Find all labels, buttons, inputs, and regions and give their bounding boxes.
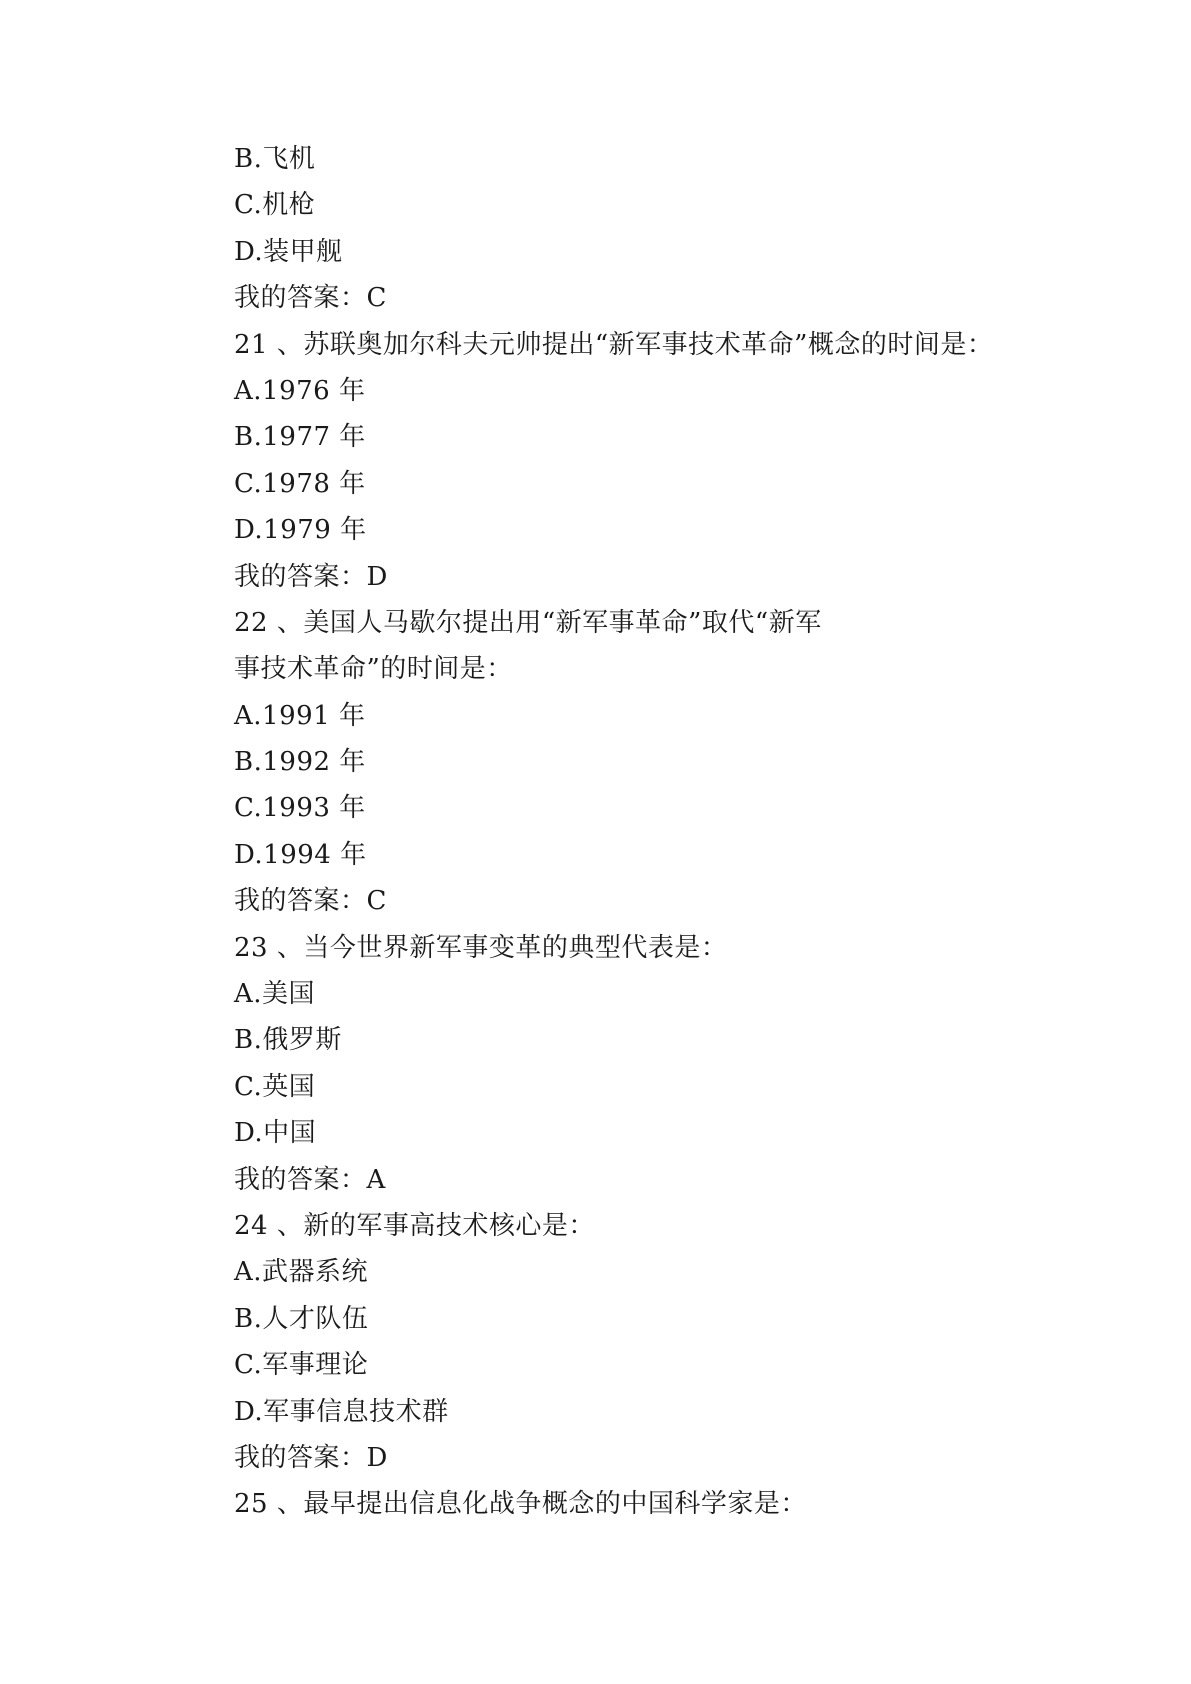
question-list bbox=[234, 136, 1094, 1528]
question-line: 22 、美国人马歇尔提出用“新军事革命”取代“新军 bbox=[234, 607, 822, 638]
option-line: D.中国 bbox=[234, 1118, 317, 1149]
answer-line: 我的答案：C bbox=[234, 283, 387, 314]
question-line: 21 、苏联奥加尔科夫元帅提出“新军事技术革命”概念的时间是： bbox=[234, 329, 994, 360]
option-line: C.1978 年 bbox=[234, 468, 366, 499]
question-line-continued: 事技术革命”的时间是： bbox=[234, 654, 513, 685]
option-line: B.飞机 bbox=[234, 144, 316, 174]
option-line: B.1977 年 bbox=[234, 422, 366, 453]
option-line: B.人才队伍 bbox=[234, 1303, 369, 1334]
option-line: C.机枪 bbox=[234, 190, 316, 221]
option-line: C.1993 年 bbox=[234, 793, 366, 824]
option-line: D.1994 年 bbox=[234, 839, 367, 870]
answer-line: 我的答案：D bbox=[234, 561, 388, 592]
option-line: D.1979 年 bbox=[234, 515, 367, 546]
option-line: A.美国 bbox=[234, 979, 316, 1010]
option-line: D.装甲舰 bbox=[234, 236, 343, 267]
answer-line: 我的答案：C bbox=[234, 886, 387, 917]
option-line: A.1991 年 bbox=[234, 700, 366, 731]
option-line: B.俄罗斯 bbox=[234, 1025, 342, 1056]
option-line: D.军事信息技术群 bbox=[234, 1396, 449, 1427]
answer-line: 我的答案：D bbox=[234, 1442, 388, 1473]
question-line: 24 、新的军事高技术核心是： bbox=[234, 1210, 595, 1241]
option-line: B.1992 年 bbox=[234, 747, 366, 778]
answer-line: 我的答案：A bbox=[234, 1164, 386, 1195]
option-line: C.英国 bbox=[234, 1071, 316, 1102]
option-line: A.武器系统 bbox=[234, 1257, 369, 1288]
question-line: 23 、当今世界新军事变革的典型代表是： bbox=[234, 932, 728, 963]
question-line: 25 、最早提出信息化战争概念的中国科学家是： bbox=[234, 1489, 807, 1520]
option-line: A.1976 年 bbox=[234, 375, 366, 406]
option-line: C.军事理论 bbox=[234, 1350, 369, 1381]
